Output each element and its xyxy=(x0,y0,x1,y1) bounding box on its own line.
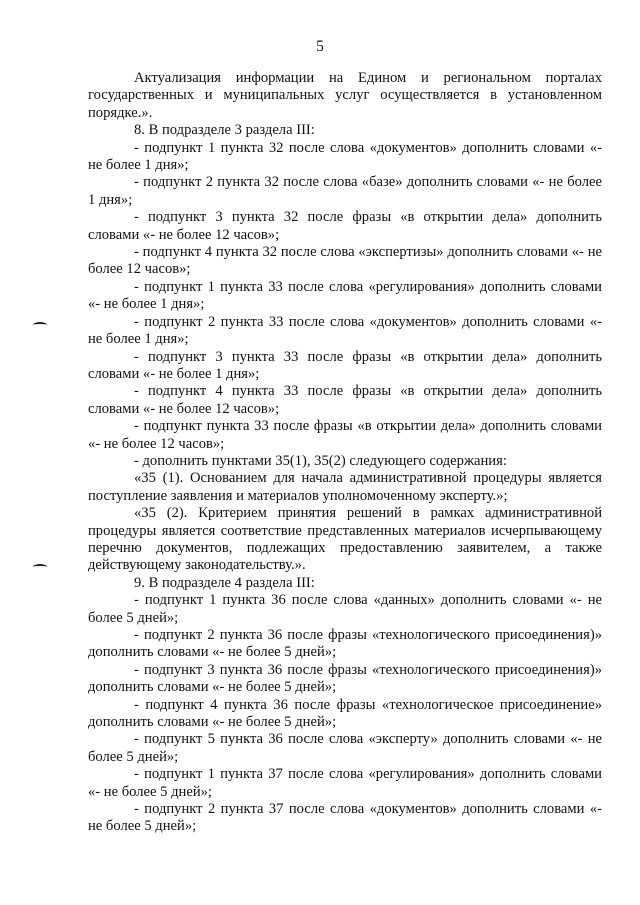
list-item: - подпункт 2 пункта 33 после слова «документов» дополнить словами «- не более 1 дня»; xyxy=(88,313,602,348)
list-item: - подпункт 4 пункта 32 после слова «экспертизы» дополнить словами «- не более 12 часов»; xyxy=(88,244,602,278)
list-item: - подпункт 3 пункта 33 после фразы «в открытии дела» дополнить словами «- не более 1 дня»; xyxy=(88,348,602,382)
list-item: - подпункт 1 пункта 37 после слова «регулирования» дополнить словами «- не более 5 дней»; xyxy=(88,766,602,800)
list-item: - подпункт 2 пункта 36 после фразы «технологического присоединения)» дополнить словами «- не более 5 дней»; xyxy=(88,627,602,661)
list-item: - подпункт 2 пункта 32 после слова «базе» дополнить словами «- не более 1 дня»; xyxy=(88,174,602,208)
document-body xyxy=(88,70,602,836)
list-item: - подпункт 1 пункта 33 после слова «регулирования» дополнить словами «- не более 1 дня»; xyxy=(88,278,602,313)
list-item: - подпункт 1 пункта 36 после слова «данных» дополнить словами «- не более 5 дней»; xyxy=(88,592,602,626)
list-item: - подпункт 1 пункта 32 после слова «документов» дополнить словами «- не более 1 дня»; xyxy=(88,139,602,174)
list-item: - подпункт пункта 33 после фразы «в открытии дела» дополнить словами «- не более 12 часов»; xyxy=(88,418,602,452)
list-item: - подпункт 3 пункта 32 после фразы «в открытии дела» дополнить словами «- не более 12 часов»; xyxy=(88,209,602,243)
list-item: - подпункт 4 пункта 36 после фразы «технологическое присоединение» дополнить словами «- не более 5 дней»; xyxy=(88,696,602,731)
section-heading-9: 9. В подразделе 4 раздела III: xyxy=(134,574,315,591)
quoted-clause-35-1: «35 (1). Основанием для начала административной процедуры является поступление заявления и материалов уполномоченному эксперту.»; xyxy=(88,470,602,504)
list-item: - подпункт 2 пункта 37 после слова «документов» дополнить словами «- не более 5 дней»; xyxy=(88,801,602,835)
page-number: 5 xyxy=(316,38,324,55)
list-item: - подпункт 4 пункта 33 после фразы «в открытии дела» дополнить словами «- не более 12 часов»; xyxy=(88,383,602,417)
margin-mark-top xyxy=(33,322,47,328)
list-item: - дополнить пунктами 35(1), 35(2) следующего содержания: xyxy=(134,452,507,469)
paragraph-portal-update: Актуализация информации на Едином и региональном порталах государственных и муниципальных услуг осуществляется в установленном порядке.». xyxy=(88,70,602,121)
margin-mark-bottom xyxy=(33,564,47,570)
list-item: - подпункт 5 пункта 36 после слова «эксперту» дополнить словами «- не более 5 дней»; xyxy=(88,731,602,765)
list-item: - подпункт 3 пункта 36 после фразы «технологического присоединения)» дополнить словами «- не более 5 дней»; xyxy=(88,661,602,696)
section-heading-8: 8. В подразделе 3 раздела III: xyxy=(134,122,315,139)
quoted-clause-35-2: «35 (2). Критерием принятия решений в рамках административной процедуры является соответствие представленных материалов исчерпывающему перечню документов, подлежащих предоставлению заявителем, а также действующему законодательству.». xyxy=(88,505,602,574)
